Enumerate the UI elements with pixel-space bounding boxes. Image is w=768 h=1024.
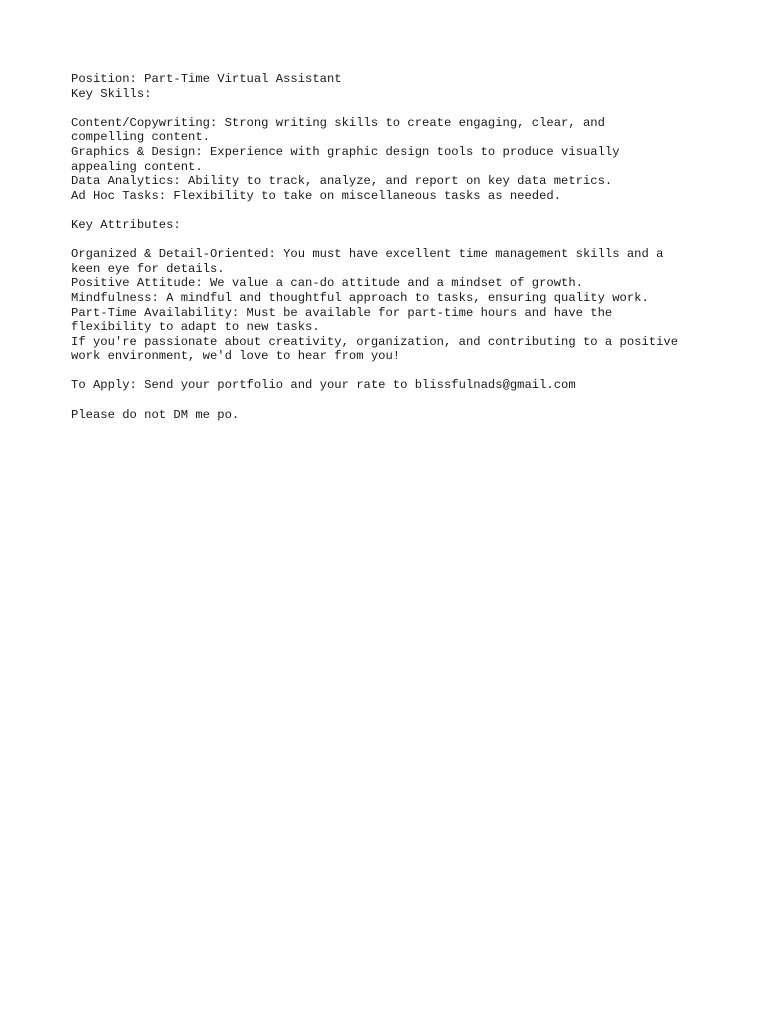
spacer [71,233,731,248]
attribute-line: If you're passionate about creativity, organization, and contributing to a positive [71,334,679,349]
spacer [71,101,731,116]
attribute-line: keen eye for details. [71,261,225,276]
skill-line: Data Analytics: Ability to track, analyze, and report on key data metrics. [71,174,613,189]
position-line: Position: Part-Time Virtual Assistant [71,72,342,86]
spacer [71,393,731,408]
attribute-line: Part-Time Availability: Must be available for part-time hours and have the [71,305,613,320]
attribute-line: Organized & Detail-Oriented: You must have excellent time management skills and a [71,247,664,262]
attribute-line: work environment, we'd love to hear from you! [71,349,401,364]
skill-line: appealing content. [71,159,203,174]
apply-line: To Apply: Send your portfolio and your rate to blissfulnads@gmail.com [71,378,576,393]
attribute-line: flexibility to adapt to new tasks. [71,320,320,335]
job-posting-document [71,72,731,422]
attribute-line: Positive Attitude: We value a can-do attitude and a mindset of growth. [71,276,583,291]
skill-line: Content/Copywriting: Strong writing skills to create engaging, clear, and [71,115,605,130]
key-skills-heading: Key Skills: [71,86,152,101]
attribute-line: Mindfulness: A mindful and thoughtful approach to tasks, ensuring quality work. [71,290,649,305]
closing-line: Please do not DM me po. [71,407,240,422]
spacer [71,203,731,218]
key-attributes-heading: Key Attributes: [71,217,181,232]
spacer [71,364,731,379]
skill-line: Ad Hoc Tasks: Flexibility to take on miscellaneous tasks as needed. [71,188,562,203]
skill-line: Graphics & Design: Experience with graphic design tools to produce visually [71,144,620,159]
skill-line: compelling content. [71,130,210,145]
